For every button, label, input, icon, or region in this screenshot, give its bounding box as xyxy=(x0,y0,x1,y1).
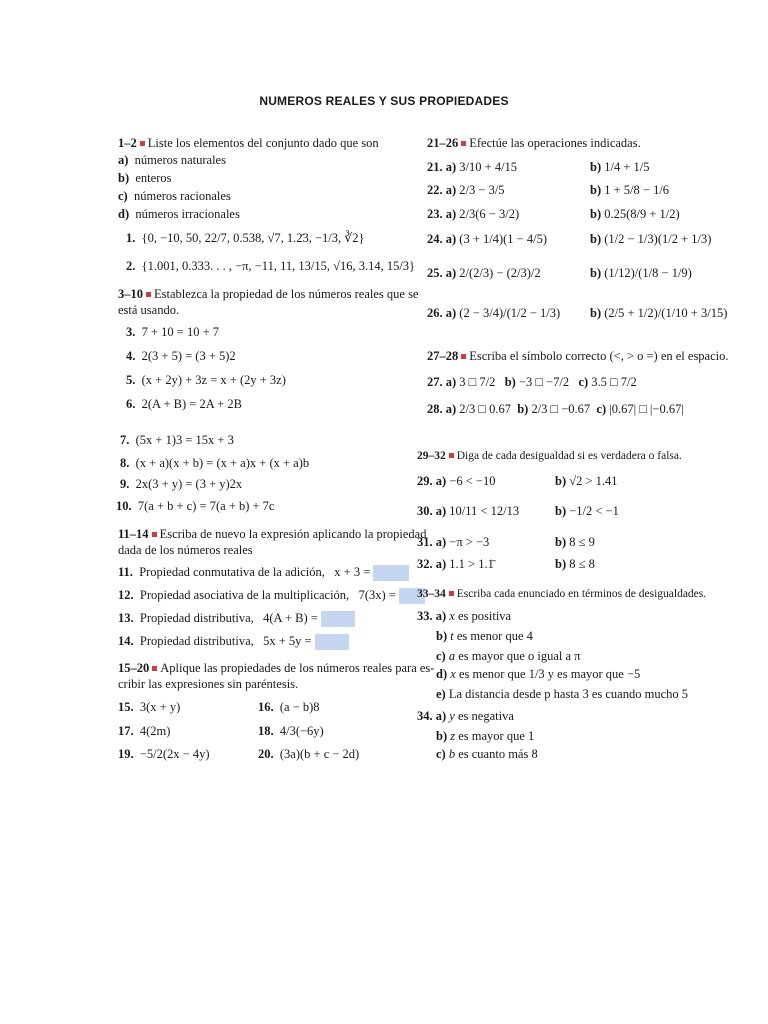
problem-26-b: b) (2/5 + 1/2)/(1/10 + 3/15) xyxy=(590,306,728,320)
problem-4: 4. 2(3 + 5) = (3 + 5)2 xyxy=(126,349,236,363)
problem-23: 23. a) 2/3(6 − 3/2) xyxy=(427,207,520,221)
option-c: c) números racionales xyxy=(118,189,231,203)
problem-9: 9. 2x(3 + y) = (3 + y)2x xyxy=(120,477,243,491)
problem-29-b: b) √2 > 1.41 xyxy=(555,474,618,488)
section-header-3-10-cont: está usando. xyxy=(118,303,180,317)
problem-21-b: b) 1/4 + 1/5 xyxy=(590,160,650,174)
problem-22: 22. a) 2/3 − 3/5 xyxy=(427,183,505,197)
problem-33-a: 33. a) x es positiva xyxy=(417,609,512,623)
problem-5: 5. (x + 2y) + 3z = x + (2y + 3z) xyxy=(126,373,286,387)
problem-31: 31. a) −π > −3 xyxy=(417,535,490,549)
problem-7: 7. (5x + 1)3 = 15x + 3 xyxy=(120,433,234,447)
problem-6: 6. 2(A + B) = 2A + 2B xyxy=(126,397,242,411)
problem-32-b: b) 8 ≤ 8 xyxy=(555,557,595,571)
problem-34-a: 34. a) y es negativa xyxy=(417,709,514,723)
problem-15: 15. 3(x + y) xyxy=(118,700,181,714)
section-number: 1–2 xyxy=(118,136,137,150)
problem-17: 17. 4(2m) xyxy=(118,724,171,738)
problem-24: 24. a) (3 + 1/4)(1 − 4/5) xyxy=(427,232,547,246)
bullet-icon xyxy=(152,666,157,671)
bullet-icon xyxy=(146,292,151,297)
problem-33-d: d) x es menor que 1/3 y es mayor que −5 xyxy=(436,667,641,681)
problem-26: 26. a) (2 − 3/4)/(1/2 − 1/3) xyxy=(427,306,561,320)
problem-1: 1. {0, −10, 50, 22/7, 0.538, √7, 1.2̄3, −1/3, ∛2} xyxy=(126,231,365,245)
problem-expression: {1.001, 0.333. . . , −π, −11, 11, 13/15, √16, 3.14, 15/3} xyxy=(141,259,416,273)
problem-25-b: b) (1/12)/(1/8 − 1/9) xyxy=(590,266,692,280)
section-text: Liste los elementos del conjunto dado que son xyxy=(147,136,379,150)
problem-2: 2. {1.001, 0.333. . . , −π, −11, 11, 13/15, √16, 3.14, 15/3} xyxy=(126,259,416,273)
problem-27: 27. a) 3 □ 7/2 b) −3 □ −7/2 c) 3.5 □ 7/2 xyxy=(427,375,637,389)
problem-31-b: b) 8 ≤ 9 xyxy=(555,535,595,549)
section-header-11-14-cont: dada de los números reales xyxy=(118,543,253,557)
problem-25: 25. a) 2/(2/3) − (2/3)/2 xyxy=(427,266,541,280)
bullet-icon xyxy=(449,453,454,458)
bullet-icon xyxy=(152,532,157,537)
page-title: NUMEROS REALES Y SUS PROPIEDADES xyxy=(259,94,509,108)
option-d: d) números irracionales xyxy=(118,207,240,221)
problem-3: 3. 7 + 10 = 10 + 7 xyxy=(126,325,220,339)
section-header-3-10: 3–10 Establezca la propiedad de los números reales que se xyxy=(118,287,419,301)
section-header-15-20: 15–20 Aplique las propiedades de los números reales para es- xyxy=(118,661,435,675)
problem-18: 18. 4/3(−6y) xyxy=(258,724,324,738)
problem-10: 10. 7(a + b + c) = 7(a + b) + 7c xyxy=(116,499,275,513)
option-b: b) enteros xyxy=(118,171,172,185)
problem-14: 14. Propiedad distributiva, 5x + 5y = xyxy=(118,634,349,650)
option-a: a) números naturales xyxy=(118,153,226,167)
problem-33-e: e) La distancia desde p hasta 3 es cuando mucho 5 xyxy=(436,687,689,701)
problem-12: 12. Propiedad asociativa de la multiplicación, 7(3x) = xyxy=(118,588,425,604)
problem-expression: {0, −10, 50, 22/7, 0.538, √7, 1.2̄3, −1/3, ∛2} xyxy=(141,231,365,245)
problem-21: 21. a) 3/10 + 4/15 xyxy=(427,160,518,174)
problem-22-b: b) 1 + 5/8 − 1/6 xyxy=(590,183,670,197)
problem-29: 29. a) −6 < −10 xyxy=(417,474,496,488)
problem-34-b: b) z es mayor que 1 xyxy=(436,729,535,743)
bullet-icon xyxy=(461,354,466,359)
section-header-21-26: 21–26 Efectúe las operaciones indicadas. xyxy=(427,136,641,150)
answer-box[interactable] xyxy=(373,565,409,581)
section-header-1-2 xyxy=(118,136,379,151)
problem-23-b: b) 0.25(8/9 + 1/2) xyxy=(590,207,680,221)
problem-11: 11. Propiedad conmutativa de la adición, x + 3 = xyxy=(118,565,409,581)
section-header-29-32: 29–32 Diga de cada desigualdad si es verdadera o falsa. xyxy=(417,450,682,462)
bullet-icon xyxy=(140,141,145,146)
section-header-27-28: 27–28 Escriba el símbolo correcto (<, > o =) en el espacio. xyxy=(427,349,729,363)
problem-28: 28. a) 2/3 □ 0.67 b) 2/3 □ −0.67 c) |0.67| □ |−0.67| xyxy=(427,402,684,416)
problem-32: 32. a) 1.1 > 1.1̄ xyxy=(417,557,494,571)
answer-box[interactable] xyxy=(315,634,349,650)
bullet-icon xyxy=(461,141,466,146)
answer-box[interactable] xyxy=(321,611,355,627)
problem-33-b: b) t es menor que 4 xyxy=(436,629,533,643)
problem-8: 8. (x + a)(x + b) = (x + a)x + (x + a)b xyxy=(120,456,310,470)
section-header-11-14: 11–14 Escriba de nuevo la expresión aplicando la propiedad xyxy=(118,527,427,541)
section-header-15-20-cont: cribir las expresiones sin paréntesis. xyxy=(118,677,299,691)
problem-30-b: b) −1/2 < −1 xyxy=(555,504,619,518)
bullet-icon xyxy=(449,591,454,596)
problem-20: 20. (3a)(b + c − 2d) xyxy=(258,747,360,761)
problem-34-c: c) b es cuanto más 8 xyxy=(436,747,538,761)
problem-19: 19. −5/2(2x − 4y) xyxy=(118,747,210,761)
problem-33-c: c) a es mayor que o igual a π xyxy=(436,649,581,663)
problem-30: 30. a) 10/11 < 12/13 xyxy=(417,504,520,518)
problem-24-b: b) (1/2 − 1/3)(1/2 + 1/3) xyxy=(590,232,712,246)
problem-16: 16. (a − b)8 xyxy=(258,700,320,714)
problem-13: 13. Propiedad distributiva, 4(A + B) = xyxy=(118,611,355,627)
section-header-33-34: 33–34 Escriba cada enunciado en términos de desigualdades. xyxy=(417,588,707,600)
